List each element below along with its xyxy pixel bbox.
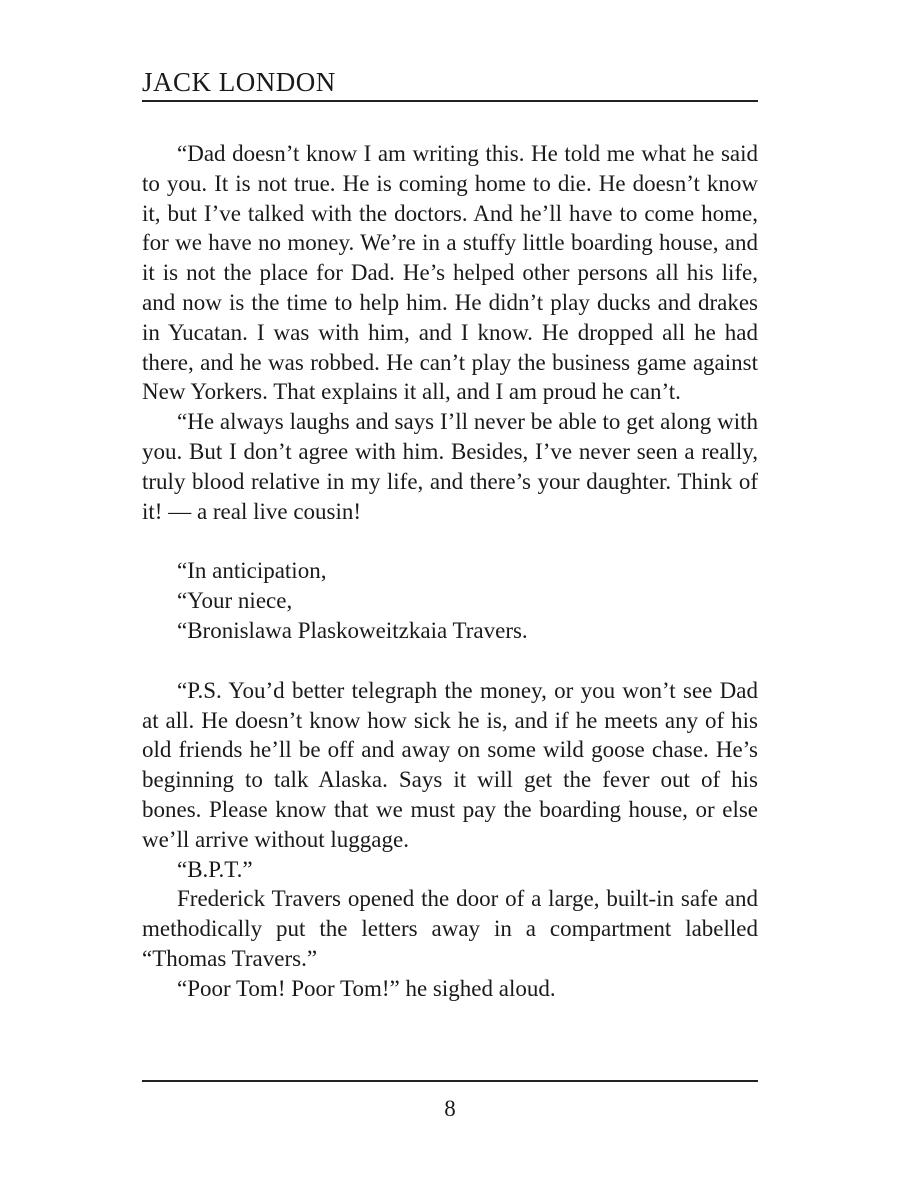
header-rule [142,100,758,102]
paragraph-narration-sigh: “Poor Tom! Poor Tom!” he sighed aloud. [177,975,556,1001]
paragraph-letter-body: “Dad doesn’t know I am writing this. He told me what he said to you. It is not true. He is coming home to die. He doesn’t know it, but I’ve talked with the doctors. And he’ll have to come home, for we have no money. We’re in a stuffy little boarding house, and it is not the place for Dad. He’s helped other persons all his life, and now is the time to help him. He didn’t play ducks and drakes in Yucatan. I was with him, and I know. He dropped all he had there, and he was robbed. He can’t play the business game against New Yorkers. That explains it all, and I am proud he can’t. [142,141,758,405]
page-number: 8 [444,1096,456,1121]
paragraph-postscript: “P.S. You’d better telegraph the money, or you won’t see Dad at all. He doesn’t know how sick he is, and if he meets any of his old friends he’ll be off and away on some wild goose chase. He’s beginning to talk Alaska. Says it will get the fever out of his bones. Please know that we must pay the boarding house, or else we’ll arrive without luggage. [142,677,758,852]
postscript-initials: “B.P.T.” [177,856,253,882]
book-page [142,0,760,1200]
letter-closing: “In anticipation, [177,558,327,584]
letter-signature: “Bronislawa Plaskoweitzkaia Travers. [177,617,528,643]
body-text [142,139,758,1004]
letter-valediction: “Your niece, [177,588,293,614]
footer-rule [142,1080,758,1082]
paragraph-letter-cousin: “He always laughs and says I’ll never be able to get along with you. But I don’t agree with him. Besides, I’ve never seen a really, truly blood relative in my life, and there’s your daughter. Think of it! — a real live cousin! [142,409,758,524]
running-head: JACK LONDON [142,67,336,97]
paragraph-narration-safe: Frederick Travers opened the door of a large, built-in safe and methodically put the letters away in a compartment labelled “Thomas Travers.” [142,886,758,971]
